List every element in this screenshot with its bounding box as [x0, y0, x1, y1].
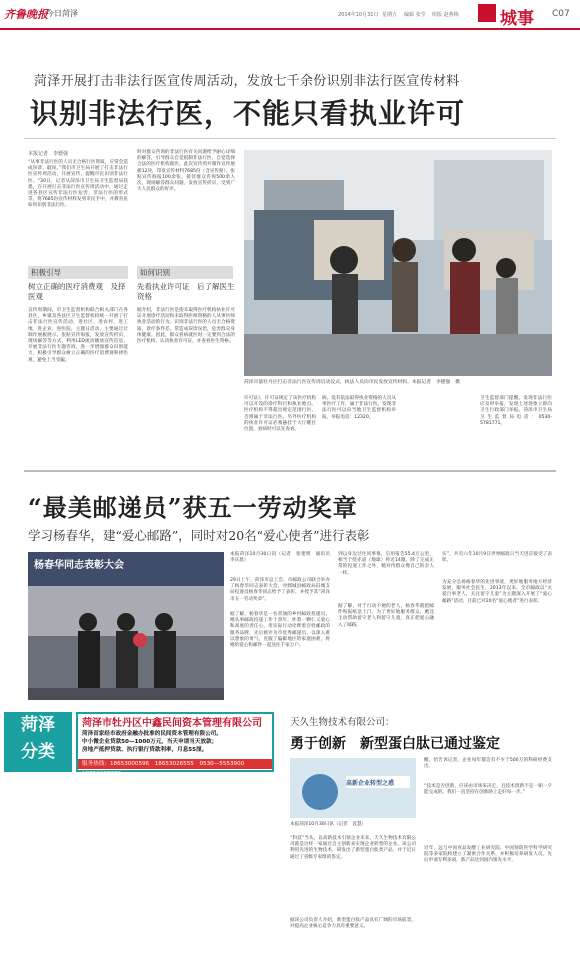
- story1-paragraph: 宣传周期间，市卫生监督机构联合相关部门在各县区、乡镇及各县区卫生监督机构统一开展了打击非法行医宣传活动，进社区、进农村、进工地，进企业，进医院，主题日活动，主要通过让制作展板展示、张贴宣传海报，发放宣传折页，现场解答等方式，利用LED流动播放宣传信息，开展非法行医专题咨询，进一步增强群众识别能力，积极引导群众树立正确的医疗消费观和择医观，避免上当受骗。: [28, 308, 128, 363]
- story3-kicker: 天久生物技术有限公司：: [290, 717, 395, 728]
- story2-byline: 本报菏泽10月30日讯（记者 张建明 通讯员 李庆晨）: [230, 552, 335, 564]
- story2-photo: [28, 552, 224, 700]
- issue-weekday: 星期五: [382, 12, 398, 18]
- story1-subhead-label: 积极引导: [28, 266, 128, 279]
- story1-subhead: 先看执业许可证 后了解医生资格: [137, 282, 235, 301]
- story2-paragraph: 到以身边过往同事推，启用报告55.4万公里，相当于绕赤道（地球）将近14圈。除了完成正常的投递工作之外，她对待群众像自己的亲人一样。: [338, 552, 434, 576]
- story1-kicker: 菏泽开展打击非法行医宣传周活动，发放七千余份识别非法行医宣传材料: [34, 74, 460, 89]
- story3-byline: 本报菏泽10月30日讯（记者 袁慧）: [290, 822, 367, 827]
- divider: [24, 470, 556, 472]
- story1-paragraph: 时对群众咨询的非法行医有关问题给予耐心详细的解答，引导群众自觉抵制非法行医，自觉选择合法的医疗机构就医。此次宣传周共制作宣传展板12块，印发宣传材料7685份（含宣传册），张贴宣传海报100余张，接待群众咨询500余人次，现场解答群众问题，发放宣传折页，受到广大人民群众的好评。: [137, 150, 235, 193]
- story3-paragraph: 概，恰告诉记者，企业每年都会有不少于500万的科研经费支出。: [424, 758, 552, 770]
- classified-label-line2: 分类: [21, 742, 55, 762]
- story1-paragraph: “从事非法行医的人员无合格行医资质，应常会造成误诊，耽误。”我们市卫生局开展了打击非法行医宣传周活动，开展宣传，提醒市民识别非法行医。“30日，记者从菏泽市卫生局卫生监督局获悉，在开展打击非法行医宣传周活动中，通过走进各县区宣传非法行医危害，非法行医的形式等，将7685份宣传材料发到市民手中，并教育民如何识别非法行医。: [28, 160, 128, 209]
- story2-paragraph: 据了解，杨春华是一名普通的乡村邮政投递员，她从事邮政投递工作十余年，怀着一颗仁义爱心和高度的责任心，用实际行动诠释着百姓邮政的服务品牌，先后被评为市优秀邮递员，以深入难以想象的勇气，克服了偏僻地区的家庭困难，将她的爱心和邮件一起送往千家万户。: [230, 612, 330, 649]
- story2-photo-banner: 杨春华同志表彰大会: [34, 560, 124, 571]
- story3-paragraph: 据该公司负责人介绍，新型蛋白肽产品具有广阔的市场前景，对提高企业核心竞争力具有重要意义。: [290, 918, 416, 930]
- story2-paragraph: 29日上午，菏泽市总工会、市邮政公司联合举办了杨春华同志表彰大会，对鄄城县邮政局旧城支局投递员杨春华同志给予了表彰，并授予其“菏泽市五一劳动奖章”。: [230, 578, 330, 602]
- story1-paragraph: 病。没有依法取得执业资格的人员从事医疗工作，属于非法行医。发现非法行医可以向当地卫生监督机构举报，举报电话：12320。: [322, 396, 396, 420]
- story1-photo-caption: 菏泽市量牡丹区打击非法行医宣传周启动仪式，执法人员向市民发放宣传材料。本报记者 李德强 摄: [244, 380, 460, 385]
- story1-byline: 本报记者 李德强: [28, 151, 69, 157]
- story1-subhead-label: 如何识别: [137, 266, 233, 279]
- newspaper-logo: 齐鲁晚报: [4, 8, 48, 21]
- story3-paragraph: 近年，远与中国食品发酵工业研究院、中国预防医学科学研究院等多家院校建立了紧密合作关系，并积极培养研发人员，先后申请专利多项，新产品达到国内领先水平。: [424, 846, 552, 864]
- page-number: C07: [552, 9, 570, 19]
- section-title: 城事: [500, 9, 534, 29]
- story2-paragraph: 实”，共有六年10月9日世界邮政日当天进京接受了表彰。: [442, 552, 552, 564]
- edition-name: 今日菏泽: [46, 9, 78, 18]
- story1-photo: [244, 150, 552, 376]
- story3-headline: 勇于创新 新型蛋白肽已通过鉴定: [290, 736, 500, 752]
- story1-subhead: 树立正确的医疗消费观 及择医观: [28, 282, 126, 301]
- section-marker-icon: [478, 4, 496, 22]
- story2-subhead: 学习杨春华，建“爱心邮路”，同时对20名“爱心使者”进行表彰: [28, 528, 370, 543]
- issue-date: 2014年10月31日: [338, 12, 379, 18]
- divider: [24, 138, 556, 139]
- ad-phone-band: 服务热线：18653000596 18653026555 0530—5553900 18853000369: [78, 759, 272, 769]
- classified-label: [4, 712, 72, 772]
- ad-line: 菏泽首家经市政府金融办批准的民间资本管理有限公司。: [82, 731, 222, 737]
- story1-paragraph: 许可证》。许可证规定了该医疗机构可以开设的诊疗科目和执业地点。医疗机构不得超出规定范围行医，否则属于非法行医。另外医疗机构的执业许可证必须悬挂于大厅醒目位置，看病时可以先查看。: [244, 396, 316, 433]
- story3-image-label: 高新企业转型之惑: [346, 780, 395, 787]
- story1-headline: 识别非法行医，不能只看执业许可: [30, 97, 466, 130]
- story1-paragraph: 卫生监督部门提醒，发现非法行医应及时举报，发现上述现象立即向卫生行政部门举报。菏泽市卫生局卫生监督局电话：0530-5781771。: [480, 396, 552, 426]
- ad-line: 房地产抵押贷款、执行银行贷款利率，月息55厘。: [82, 747, 208, 753]
- story2-headline: “最美邮递员”获五一劳动奖章: [28, 493, 358, 522]
- story3-paragraph: “科技”当头，以高新技术引领企业未来，天久生物技术有限公司就是这样一家通过自主创新来实现企业转型的企业。该公司利用先进的生物技术，研发出了新型蛋白肽类产品，并于近日通过了省级专家组的鉴定。: [290, 836, 416, 860]
- story3-image: [290, 758, 416, 818]
- story1-paragraph: 据介绍，非法行医是指未取得医疗机构执业许可证开展诊疗活动和未取得医师资格的人从事医师执业活动的行为。识别非法行医的人员无合格资质，诊疗条件差，常造成误诊误治，危害群众身体健康。因此，群众看病就医时一定要到合法的医疗机构，认清执业许可证，并查看医生资格。: [137, 308, 235, 345]
- editor-credit: 编辑 张莹: [404, 12, 426, 18]
- ad-line: 中小微企业贷款50—1000万元，当天申请当天放款；: [82, 739, 218, 745]
- ad-title: 菏泽市牡丹区中鑫民间资本管理有限公司: [82, 718, 262, 729]
- story2-paragraph: 为充分弘扬杨春华的先进事迹，更好地服务地方经济发展，服务社会民生，2013年以来，全市邮政以“关爱百事老人，关注留守儿童”为主题深入开展了“爱心邮路”活动，目前已对20名“爱心使者”进行表彰。: [442, 580, 552, 604]
- story3-paragraph: “技术是否创新，应该由市场来决定，且技术创新不是一朝一夕能完成的。我们一直坚持在创新路上走好每一步。”: [424, 784, 552, 796]
- designer-credit: 组版 赵燕梅: [432, 12, 459, 18]
- classified-label-line1: 菏泽: [21, 715, 55, 735]
- story2-paragraph: 据了解，对于行动不便的老人，杨春华就把邮件和报纸送上门，为了更好地服务群众，她还主动帮助留守老人和留守儿童，真正把爱心融入了邮路。: [338, 604, 434, 628]
